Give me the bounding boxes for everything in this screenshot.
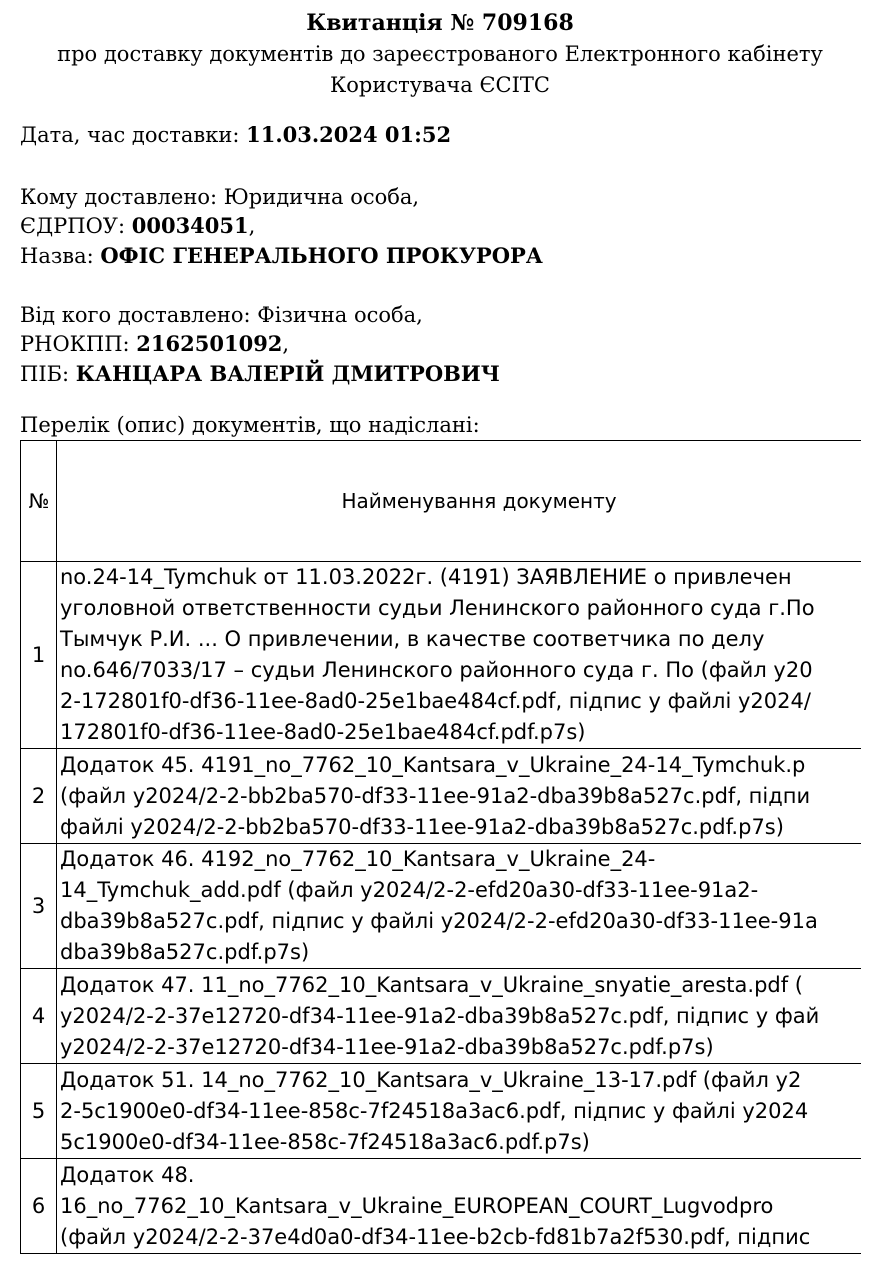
sender-name-label: ПІБ:: [20, 362, 76, 386]
documents-table-header: [21, 441, 862, 562]
document-name: no.24-14_Tymchuk от 11.03.2022г. (4191) ЗАЯВЛЕНИЕ о привлечен уголовной ответственности судьи Ленинского районного суда г.По Тымчук Р.И. ... О привлечении, в качестве соответчика по делу no.646/7033/17 – судьи Ленинского районного суда г. По (файл y20 2-172801f0-df36-11ee-8ad0-25e1bae484cf.pdf, підпис у файлі y2024/ 172801f0-df36-11ee-8ad0-25e1bae484cf.pdf.p7s): [57, 562, 862, 749]
documents-list-label: Перелік (опис) документів, що надіслані:: [20, 413, 480, 437]
column-header-document-name: Найменування документу: [57, 441, 862, 562]
table-row: [21, 1159, 862, 1254]
recipient-name-label: Назва:: [20, 244, 101, 268]
row-number: 5: [21, 1064, 57, 1159]
sender-type: Від кого доставлено: Фізична особа,: [20, 303, 423, 327]
recipient-code-suffix: ,: [248, 214, 256, 238]
documents-table: [20, 440, 861, 1254]
receipt-title: Квитанція № 709168: [306, 10, 574, 36]
row-number: 3: [21, 844, 57, 969]
document-name: Додаток 45. 4191_no_7762_10_Kantsara_v_Ukraine_24-14_Tymchuk.p (файл y2024/2-2-bb2ba570-df33-11ee-91a2-dba39b8a527c.pdf, підпи файлі y2024/2-2-bb2ba570-df33-11ee-91a2-dba39b8a527c.pdf.p7s): [57, 749, 862, 844]
table-row: [21, 969, 862, 1064]
recipient-type: Кому доставлено: Юридична особа,: [20, 185, 420, 209]
column-header-number: №: [21, 441, 57, 562]
table-row: [21, 1064, 862, 1159]
row-number: 6: [21, 1159, 57, 1254]
receipt-subtitle-line1: про доставку документів до зареєстрованого Електронного кабінету: [57, 42, 823, 66]
table-row: [21, 749, 862, 844]
table-row: [21, 562, 862, 749]
sender-code-suffix: ,: [282, 332, 290, 356]
table-row: [21, 844, 862, 969]
delivery-datetime-value: 11.03.2024 01:52: [246, 122, 452, 147]
delivery-datetime-label: Дата, час доставки:: [20, 123, 247, 147]
row-number: 4: [21, 969, 57, 1064]
document-name: Додаток 48. 16_no_7762_10_Kantsara_v_Ukraine_EUROPEAN_COURT_Lugvodpro (файл y2024/2-2-37e4d0a0-df34-11ee-b2cb-fd81b7a2f530.pdf, підпис: [57, 1159, 862, 1254]
document-name: Додаток 46. 4192_no_7762_10_Kantsara_v_Ukraine_24- 14_Tymchuk_add.pdf (файл y2024/2-2-efd20a30-df33-11ee-91a2- dba39b8a527c.pdf, підпис у файлі y2024/2-2-efd20a30-df33-11ee-91a dba39b8a527c.pdf.p7s): [57, 844, 862, 969]
sender-code-label: РНОКПП:: [20, 332, 137, 356]
recipient-code-label: ЄДРПОУ:: [20, 214, 132, 238]
sender-code-value: 2162501092: [136, 331, 283, 356]
recipient-name-value: ОФІС ГЕНЕРАЛЬНОГО ПРОКУРОРА: [100, 243, 543, 268]
document-name: Додаток 47. 11_no_7762_10_Kantsara_v_Ukraine_snyatie_aresta.pdf ( y2024/2-2-37e12720-df34-11ee-91a2-dba39b8a527c.pdf, підпис у фай y2024/2-2-37e12720-df34-11ee-91a2-dba39b8a527c.pdf.p7s): [57, 969, 862, 1064]
row-number: 2: [21, 749, 57, 844]
recipient-code-value: 00034051: [131, 213, 249, 238]
receipt-subtitle-line2: Користувача ЄСІТС: [330, 73, 550, 97]
document-name: Додаток 51. 14_no_7762_10_Kantsara_v_Ukraine_13-17.pdf (файл y2 2-5c1900e0-df34-11ee-858c-7f24518a3ac6.pdf, підпис у файлі y2024 5c1900e0-df34-11ee-858c-7f24518a3ac6.pdf.p7s): [57, 1064, 862, 1159]
row-number: 1: [21, 562, 57, 749]
sender-name-value: КАНЦАРА ВАЛЕРІЙ ДМИТРОВИЧ: [75, 361, 500, 386]
